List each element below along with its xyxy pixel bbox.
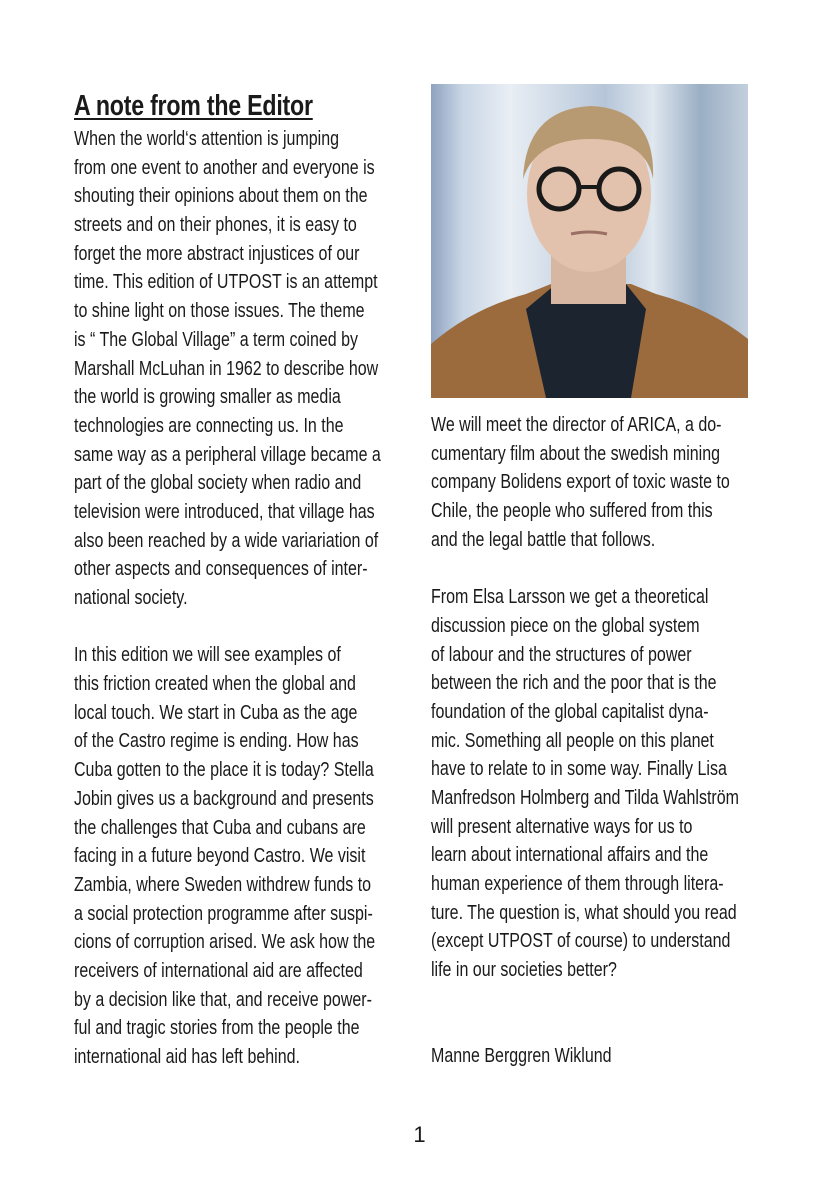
text-line: time. This edition of UTPOST is an attempt xyxy=(74,271,378,294)
text-line: mic. Something all people on this planet xyxy=(431,729,714,752)
text-line: technologies are connecting us. In the xyxy=(74,414,344,437)
text-line: cions of corruption arised. We ask how the xyxy=(74,931,376,954)
text-line: Chile, the people who suffered from this xyxy=(431,500,713,523)
text-line: this friction created when the global and xyxy=(74,673,356,696)
text-line: learn about international affairs and the xyxy=(431,844,709,867)
text-line: the world is growing smaller as media xyxy=(74,386,341,409)
text-line: television were introduced, that village has xyxy=(74,500,375,523)
text-line: cumentary film about the swedish mining xyxy=(431,442,721,465)
text-line: also been reached by a wide variariation of xyxy=(74,529,379,552)
text-line: discussion piece on the global system xyxy=(431,614,700,637)
text-line: receivers of international aid are affected xyxy=(74,959,363,982)
text-line: of the Castro regime is ending. How has xyxy=(74,730,359,753)
text-line: a social protection programme after suspi- xyxy=(74,902,373,925)
text-line: forget the more abstract injustices of our xyxy=(74,242,360,265)
text-line: Cuba gotten to the place it is today? Stella xyxy=(74,759,374,782)
text-line: streets and on their phones, it is easy to xyxy=(74,214,357,237)
text-line: have to relate to in some way. Finally Lisa xyxy=(431,758,727,781)
text-line: shouting their opinions about them on the xyxy=(74,185,368,208)
text-line: foundation of the global capitalist dyna- xyxy=(431,700,709,723)
text-line: between the rich and the poor that is the xyxy=(431,672,717,695)
text-line: life in our societies better? xyxy=(431,959,617,982)
page-title: A note from the Editor xyxy=(74,90,313,122)
text-line: human experience of them through litera- xyxy=(431,873,724,895)
text-line: will present alternative ways for us to xyxy=(431,815,693,838)
page-number: 1 xyxy=(413,1122,426,1147)
text-line: Jobin gives us a background and presents xyxy=(74,787,374,810)
text-line: When the world‘s attention is jumping xyxy=(74,128,340,150)
right-column xyxy=(431,411,739,1071)
signature: Manne Berggren Wiklund xyxy=(431,1045,612,1068)
text-line: to shine light on those issues. The theme xyxy=(74,300,365,323)
text-line: (except UTPOST of course) to understand xyxy=(431,930,731,953)
text-line: In this edition we will see examples of xyxy=(74,644,341,667)
text-line: From Elsa Larsson we get a theoretical xyxy=(431,586,709,609)
text-line: international aid has left behind. xyxy=(74,1046,300,1068)
left-column xyxy=(74,125,381,1072)
text-line: same way as a peripheral village became a xyxy=(74,443,381,466)
text-line: We will meet the director of ARICA, a do- xyxy=(431,414,722,436)
text-line: and the legal battle that follows. xyxy=(431,528,656,551)
text-line: is “ The Global Village” a term coined by xyxy=(74,328,358,351)
text-line: company Bolidens export of toxic waste to xyxy=(431,471,730,494)
text-line: ful and tragic stories from the people the xyxy=(74,1017,360,1040)
text-line: other aspects and consequences of inter- xyxy=(74,558,368,581)
text-line: by a decision like that, and receive power- xyxy=(74,988,372,1011)
portrait-image xyxy=(431,84,748,398)
editor-photo xyxy=(431,84,748,398)
text-line: Manfredson Holmberg and Tilda Wahlström xyxy=(431,786,739,809)
text-line: ture. The question is, what should you read xyxy=(431,901,737,924)
text-line: the challenges that Cuba and cubans are xyxy=(74,816,366,839)
text-line: part of the global society when radio and xyxy=(74,472,362,495)
text-line: national society. xyxy=(74,587,188,609)
text-line: local touch. We start in Cuba as the age xyxy=(74,701,358,724)
text-line: of labour and the structures of power xyxy=(431,643,692,666)
text-line: facing in a future beyond Castro. We visit xyxy=(74,845,366,868)
text-line: from one event to another and everyone is xyxy=(74,156,375,179)
text-line: Zambia, where Sweden withdrew funds to xyxy=(74,873,372,896)
text-line: Marshall McLuhan in 1962 to describe how xyxy=(74,357,379,380)
